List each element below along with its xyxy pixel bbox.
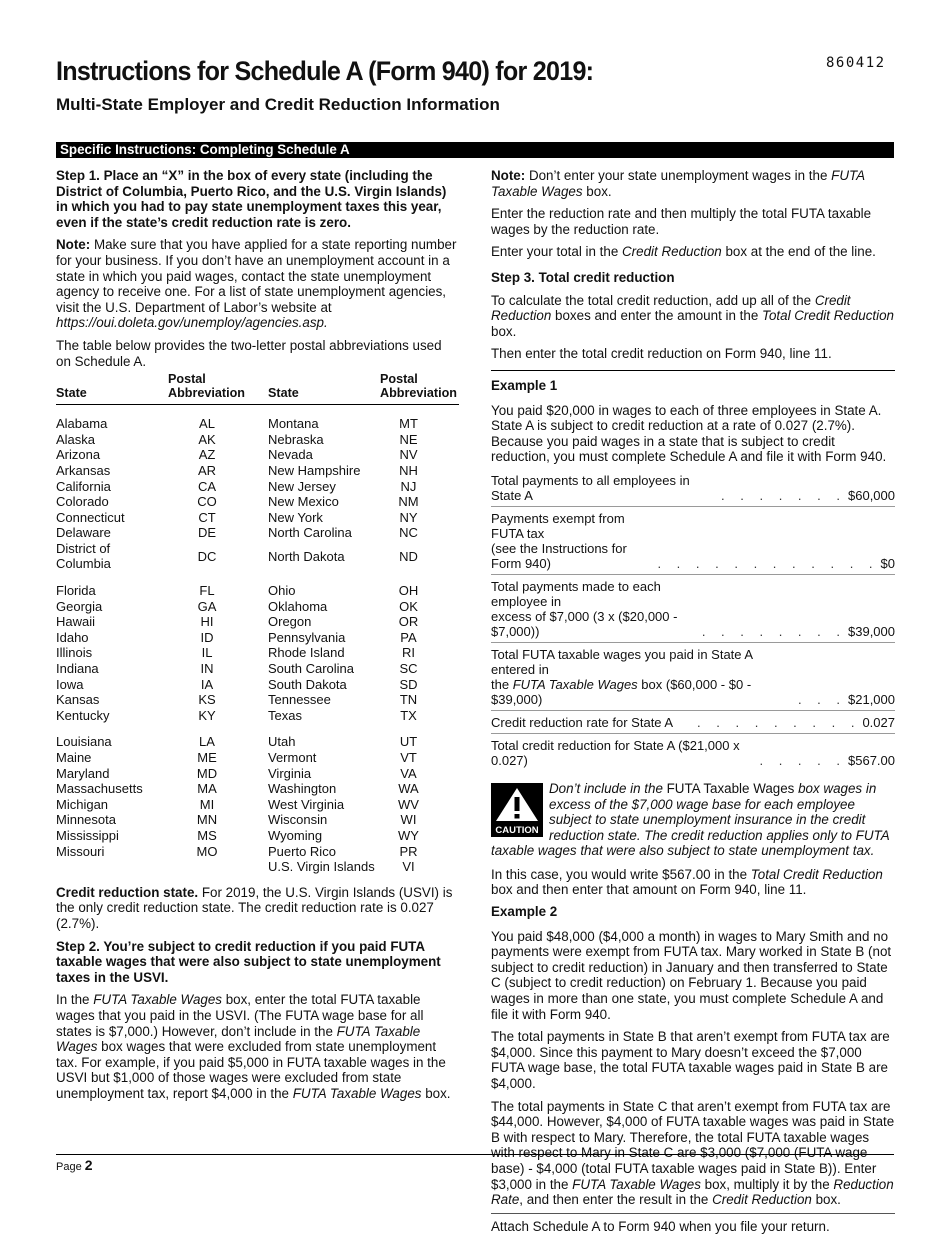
table-header-row [56, 372, 459, 405]
caution-block [491, 781, 895, 859]
postal-abbreviation-cell: PA [400, 629, 417, 645]
state-name-cell: Kansas [56, 692, 100, 708]
postal-abbreviation-cell: MA [197, 781, 217, 797]
state-name-cell: Georgia [56, 598, 103, 614]
table-spacer [56, 405, 459, 417]
caution-text: Don’t include in the FUTA Taxable Wages box wages in excess of the $7,000 wage base for each employee subject to state unemployment insurance in the credit reduction state. The credit reduction applies only to FUTA taxable wages that were also subject to state unemployment tax. [491, 780, 890, 859]
table-row [56, 447, 459, 463]
state-name-cell: Michigan [56, 796, 109, 812]
state-name-cell: Indiana [56, 661, 99, 677]
state-name-cell: South Dakota [268, 676, 347, 692]
state-name-cell: Louisiana [56, 734, 112, 750]
enter-rate-text: Enter the reduction rate and then multiply the total FUTA taxable wages by the reduction rate. [491, 206, 872, 237]
table-body [56, 405, 459, 875]
table-row [56, 812, 459, 828]
postal-abbreviation-cell: VI [402, 859, 415, 875]
state-name-cell: Minnesota [56, 812, 116, 828]
postal-abbreviation-cell: NE [399, 431, 418, 447]
postal-abbreviation-cell: HI [200, 614, 214, 630]
postal-abbreviation-cell: CT [198, 509, 216, 525]
postal-abbreviation-cell: VT [400, 750, 417, 765]
postal-abbreviation-cell: AL [199, 416, 215, 432]
state-name-cell: Illinois [56, 645, 93, 661]
table-row [56, 766, 459, 782]
header-state-1: State [56, 372, 168, 405]
footer-divider [56, 1154, 894, 1155]
postal-abbreviation-cell: TN [399, 692, 418, 708]
state-name-cell: North Carolina [268, 525, 352, 541]
postal-abbreviation-cell: OH [398, 583, 419, 599]
attach-instruction: Attach Schedule A to Form 940 when you file your return. [491, 1218, 830, 1234]
table-row [56, 750, 459, 766]
postal-abbreviation-cell: AR [197, 462, 217, 478]
note-text: Make sure that you have applied for a state reporting number for your business. If you don’t have an unemployment account in a state in which you paid wages, contact the state unemployment agency to receive one. For a list of state unemployment agencies, visit the U.S. Department of Labor’s website at [56, 237, 457, 315]
credit-reduction-state-text: For 2019, the U.S. Virgin Islands (USVI) is the only credit reduction state. The credit reduction rate is 0.027 (2.7%). [56, 884, 453, 931]
step3-paragraph: To calculate the total credit reduction, add up all of the Credit Reduction boxes and enter the amount in the Total Credit Reduction box. [491, 292, 894, 339]
postal-abbreviation-cell: UT [399, 734, 418, 750]
postal-abbreviation-cell: SD [399, 676, 418, 692]
postal-abbreviation-cell: GA [197, 598, 217, 614]
state-name-cell: Oklahoma [268, 598, 328, 614]
calc-row: Total credit reduction for State A ($21,000 x 0.027) . . . . . $567.00 [491, 737, 895, 768]
postal-abbreviation-cell: ID [200, 629, 214, 645]
postal-abbreviation-cell: VA [400, 765, 417, 781]
state-name-cell: Montana [268, 416, 319, 432]
calc-row: Payments exempt from FUTA tax (see the Instructions for Form 940) . . . . . . . . . . . . $0 [491, 507, 895, 575]
state-name-cell: Florida [56, 583, 96, 599]
state-name-cell: Arizona [56, 447, 101, 463]
postal-abbreviation-cell: IN [200, 661, 214, 677]
table-row [56, 797, 459, 813]
state-name-cell: New York [268, 509, 323, 525]
state-name-cell: Texas [268, 707, 302, 723]
agencies-link[interactable]: https://oui.doleta.gov/unemploy/agencies.asp. [56, 315, 328, 331]
postal-abbreviation-cell: MD [196, 765, 218, 781]
table-row [56, 479, 459, 495]
state-name-cell: California [56, 478, 111, 494]
state-name-cell: New Jersey [268, 478, 336, 494]
table-row [56, 859, 459, 875]
state-name-cell: Connecticut [56, 509, 125, 525]
step3-then: Then enter the total credit reduction on Form 940, line 11. [491, 346, 832, 362]
postal-abbreviation-cell: WY [398, 827, 419, 843]
postal-abbreviation-cell: IL [201, 645, 213, 661]
calc-row: Total FUTA taxable wages you paid in State A entered in the FUTA Taxable Wages box ($60,000 - $0 - $39,000) . . . $21,000 [491, 643, 895, 711]
section-heading-bar: Specific Instructions: Completing Schedule A [56, 142, 894, 158]
state-name-cell: Hawaii [56, 614, 96, 630]
state-name-cell: Maryland [56, 765, 110, 781]
state-name-cell: Tennessee [268, 692, 331, 708]
example1-text: You paid $20,000 in wages to each of three employees in State A. State A is subject to credit reduction at a rate of 0.027 (2.7%). Because you paid wages in a state that is subject to credit reduction, you must complete Schedule A and file it with Form 940. [491, 402, 887, 465]
postal-abbreviation-cell: NV [399, 447, 418, 463]
table-row [56, 708, 459, 724]
table-row [56, 510, 459, 526]
table-row [56, 781, 459, 797]
postal-abbreviation-cell: MT [399, 416, 418, 432]
state-name-cell: Massachusetts [56, 781, 143, 797]
page-label: Page [56, 1161, 82, 1173]
state-name-cell: Pennsylvania [268, 629, 346, 645]
step2-text: Step 2. You’re subject to credit reduction if you paid FUTA taxable wages that were also subject to state unemployment taxes in the USVI. [56, 938, 441, 985]
postal-abbreviation-cell: AK [198, 431, 216, 447]
postal-abbreviation-cell: SC [399, 661, 418, 677]
table-row [56, 645, 459, 661]
postal-abbreviation-cell: FL [199, 583, 215, 599]
table-row [56, 828, 459, 844]
postal-abbreviation-cell: CO [197, 494, 217, 510]
state-name-cell: Maine [56, 750, 92, 765]
step1-text: Step 1. Place an “X” in the box of every state (including the District of Columbia, Puerto Rico, and the U.S. Virgin Islands) in which you had to pay state unemployment taxes this year, even if the state’s credit reduction rate is zero. [56, 168, 447, 230]
state-name-cell: Puerto Rico [268, 843, 336, 859]
example2-heading: Example 2 [491, 904, 558, 920]
postal-abbreviation-cell: MN [196, 812, 218, 828]
credit-reduction-state-paragraph [56, 885, 460, 932]
header-postal-2: Postal Abbreviation [380, 372, 459, 405]
page-subtitle: Multi-State Employer and Credit Reduction Information [56, 95, 500, 114]
state-name-cell: Alaska [56, 431, 96, 447]
right-note: Note: Don’t enter your state unemployment wages in the FUTA Taxable Wages box. [491, 168, 865, 199]
state-name-cell: Rhode Island [268, 645, 345, 661]
postal-abbreviation-cell: WI [400, 812, 417, 828]
state-name-cell: Mississippi [56, 827, 119, 843]
postal-abbreviation-cell: LA [199, 734, 215, 750]
table-spacer [56, 723, 459, 734]
table-row [56, 692, 459, 708]
state-name-cell: Nevada [268, 447, 313, 463]
table-row [56, 494, 459, 510]
postal-abbreviation-cell: NM [398, 494, 419, 510]
postal-abbreviation-cell: ME [197, 750, 217, 765]
example2-paragraph-1: You paid $48,000 ($4,000 a month) in wages to Mary Smith and no payments were exempt from FUTA tax. Mary worked in State B (not subject to credit reduction) in January and then transferred to State C (subject to credit reduction) on February 1. Because you paid wages in more than one state, you must complete Schedule A and file it with Form 940. [491, 928, 892, 1022]
postal-abbreviation-cell: OK [399, 598, 418, 614]
state-name-cell: Nebraska [268, 431, 324, 447]
caution-label: CAUTION [495, 824, 539, 836]
state-name-cell: Arkansas [56, 462, 111, 478]
table-row [56, 541, 459, 572]
postal-abbreviation-cell: MS [197, 827, 217, 843]
table-row [56, 630, 459, 646]
example1-conclusion: In this case, you would write $567.00 in the Total Credit Reduction box and then enter that amount on Form 940, line 11. [491, 866, 883, 898]
state-name-cell: Iowa [56, 676, 84, 692]
right-column [491, 168, 895, 1241]
enter-total-text: Enter your total in the Credit Reduction box at the end of the line. [491, 244, 876, 260]
step3-heading: Step 3. Total credit reduction [491, 269, 675, 285]
postal-abbreviation-cell: NY [399, 509, 418, 525]
page-title: Instructions for Schedule A (Form 940) for 2019: [56, 56, 594, 86]
table-row [56, 525, 459, 541]
page-number: 2 [84, 1157, 93, 1173]
catalog-number: 860412 [826, 55, 886, 71]
note-paragraph [56, 237, 460, 331]
table-row [56, 614, 459, 630]
state-name-cell: Idaho [56, 629, 89, 645]
example2-paragraph-2: The total payments in State B that aren’t exempt from FUTA tax are $4,000. Since this payment to Mary doesn’t exceed the $7,000 FUTA wage base, the total FUTA taxable wages paid in State B are $4,000. [491, 1029, 890, 1091]
table-row [56, 844, 459, 860]
state-name-cell: Utah [268, 734, 296, 750]
calc-row: Total payments to all employees in State A . . . . . . . $60,000 [491, 469, 895, 507]
header-postal-1: Postal Abbreviation [168, 372, 268, 405]
right-note-label: Note: [491, 168, 526, 183]
table-row [56, 463, 459, 479]
calc-row: Credit reduction rate for State A . . . . . . . . . 0.027 [491, 711, 895, 734]
postal-abbreviation-cell: OR [398, 614, 419, 630]
left-column [56, 168, 460, 1108]
state-name-cell: Oregon [268, 614, 312, 630]
postal-abbreviation-cell: NJ [400, 478, 417, 494]
state-name-cell: New Mexico [268, 494, 339, 510]
state-name-cell: Wyoming [268, 827, 323, 843]
postal-abbreviation-cell: TX [400, 707, 417, 723]
postal-abbreviation-cell: MI [199, 796, 215, 812]
postal-abbreviation-cell: KY [198, 707, 216, 723]
state-name-cell: Colorado [56, 494, 109, 510]
postal-abbreviation-cell: ND [399, 548, 418, 564]
note-label: Note: [56, 237, 91, 253]
state-name-cell: Vermont [268, 750, 317, 765]
table-row [56, 734, 459, 750]
divider [491, 1213, 895, 1214]
state-name-cell: South Carolina [268, 661, 354, 677]
state-name-cell: Washington [268, 781, 337, 797]
postal-abbreviation-cell: AZ [198, 447, 216, 463]
state-name-cell: New Hampshire [268, 462, 361, 478]
state-name-cell: Kentucky [56, 707, 110, 723]
header-state-2: State [268, 372, 380, 405]
postal-abbreviation-cell: DC [197, 548, 217, 564]
postal-abbreviation-cell: DE [197, 525, 217, 541]
credit-reduction-state-label: Credit reduction state. [56, 884, 199, 900]
state-name-cell: Delaware [56, 525, 111, 541]
table-row [56, 583, 459, 599]
postal-abbreviation-cell: WV [398, 796, 419, 812]
postal-abbreviation-cell: NH [399, 462, 418, 478]
table-spacer [56, 572, 459, 583]
state-name-cell: Wisconsin [268, 812, 328, 828]
step2-paragraph: In the FUTA Taxable Wages box, enter the total FUTA taxable wages that you paid in the USVI. (The FUTA wage base for all states is $7,000.) However, don’t include in the FUTA Taxable Wages box wages that were excluded from state unemployment tax. For example, if you paid $5,000 in FUTA taxable wages in the USVI but $1,000 of those wages were excluded from state unemployment tax, report $4,000 in the FUTA Taxable Wages box. [56, 992, 451, 1101]
postal-abbreviation-cell: WA [398, 781, 419, 797]
postal-abbreviation-cell: CA [197, 478, 217, 494]
state-name-cell: Alabama [56, 416, 108, 432]
postal-abbreviation-cell: RI [402, 645, 415, 661]
postal-abbreviation-cell: KS [198, 692, 216, 708]
state-name-cell: U.S. Virgin Islands [268, 859, 375, 875]
table-row [56, 432, 459, 448]
example2-paragraph-3: The total payments in State C that aren’t exempt from FUTA tax are $44,000. However, $4,000 of FUTA taxable wages was paid in State B with respect to Mary. Therefore, the total FUTA taxable wages with respect to Mary in State C are $3,000 ($7,000 (FUTA wage base) - $4,000 (total FUTA taxable wages paid in State B)). Enter $3,000 in the FUTA Taxable Wages box, multiply it by the Reduction Rate, and then enter the result in the Credit Reduction box. [491, 1098, 895, 1208]
postal-abbreviation-cell: IA [200, 676, 214, 692]
state-name-cell: Missouri [56, 843, 105, 859]
table-row [56, 599, 459, 615]
postal-abbreviation-cell: NC [399, 525, 418, 541]
page-footer [56, 1158, 93, 1176]
postal-abbreviation-cell: PR [399, 843, 418, 859]
postal-abbreviation-cell: MO [196, 843, 218, 859]
table-row [56, 661, 459, 677]
calc-row: Total payments made to each employee in excess of $7,000 (3 x ($20,000 - $7,000)) . . . . . . . . $39,000 [491, 575, 895, 643]
example1-heading: Example 1 [491, 377, 558, 393]
postal-abbreviation-table [56, 372, 459, 875]
state-name-cell [56, 859, 168, 875]
postal-abbreviation-cell [168, 859, 268, 875]
state-name-cell: District of Columbia [56, 540, 111, 572]
state-name-cell: West Virginia [268, 796, 345, 812]
state-name-cell: Virginia [268, 765, 312, 781]
table-intro: The table below provides the two-letter postal abbreviations used on Schedule A. [56, 337, 442, 369]
table-row [56, 677, 459, 693]
caution-icon [491, 783, 543, 837]
state-name-cell: Ohio [268, 583, 296, 599]
table-row [56, 416, 459, 432]
example1-calculation [491, 469, 895, 771]
state-name-cell: North Dakota [268, 548, 345, 564]
divider [491, 370, 895, 371]
